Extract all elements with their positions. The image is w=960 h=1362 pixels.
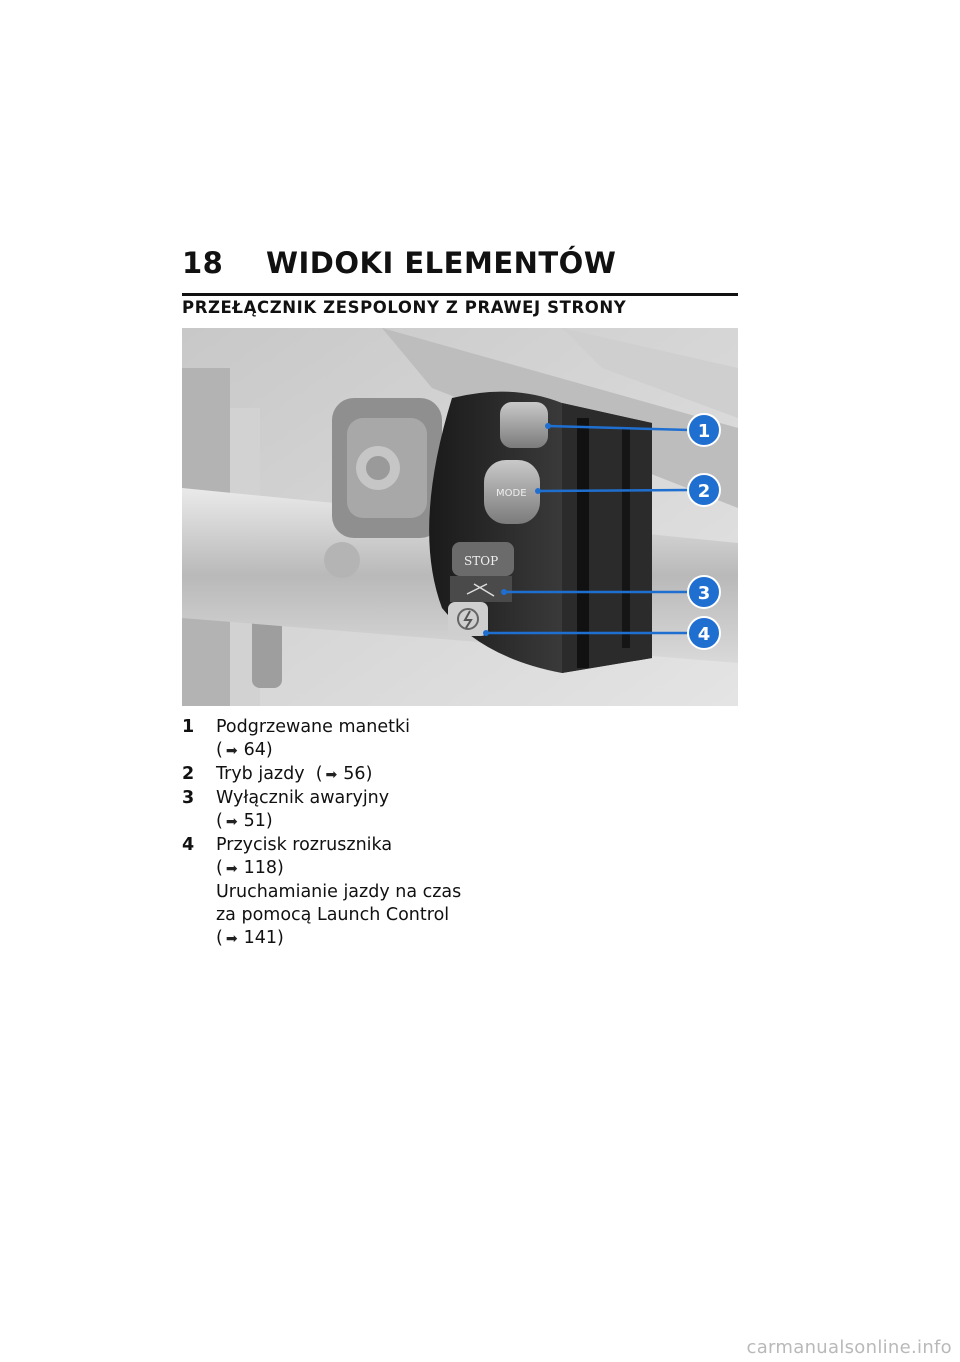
- legend-text: Tryb jazdy: [216, 764, 305, 784]
- watermark: carmanualsonline.info: [746, 1337, 952, 1358]
- switch-photo: [182, 328, 738, 706]
- arrow-right-icon: ➡: [225, 861, 238, 877]
- callout-2: [688, 474, 720, 506]
- legend-item: 4 Przycisk rozrusznika ( ➡ 118): [182, 834, 482, 881]
- legend-text: Podgrzewane manetki: [216, 717, 410, 737]
- page-reference[interactable]: ( ➡ 56): [316, 764, 373, 784]
- page-header: [182, 240, 738, 280]
- legend-text: Przycisk rozrusznika: [216, 835, 393, 855]
- arrow-right-icon: ➡: [225, 931, 238, 947]
- mode-button-label: MODE: [496, 488, 527, 499]
- section-title: PRZEŁĄCZNIK ZESPOLONY Z PRAWEJ STRONY: [182, 298, 627, 317]
- legend-text: Wyłącznik awaryjny: [216, 788, 390, 808]
- page-reference[interactable]: ( ➡ 51): [216, 811, 273, 831]
- page-number: 18: [182, 246, 224, 280]
- svg-text:2: 2: [697, 481, 711, 502]
- legend-extra-text: Uruchamianie jazdy na czas za pomocą Launch Control: [216, 882, 462, 925]
- legend-item: 2 Tryb jazdy ( ➡ 56): [182, 763, 482, 787]
- chapter-title: WIDOKI ELEMENTÓW: [266, 246, 617, 280]
- svg-text:3: 3: [697, 583, 711, 604]
- legend-extra: [182, 881, 482, 951]
- callout-3: [688, 576, 720, 608]
- arrow-right-icon: ➡: [225, 814, 238, 830]
- legend-item: 3 Wyłącznik awaryjny ( ➡ 51): [182, 787, 482, 834]
- arrow-right-icon: ➡: [225, 743, 238, 759]
- legend-item: 1 Podgrzewane manetki ( ➡ 64): [182, 716, 482, 763]
- callout-4: [688, 617, 720, 649]
- header-rule: [182, 293, 738, 296]
- page-reference[interactable]: ( ➡ 118): [216, 858, 284, 878]
- arrow-right-icon: ➡: [325, 767, 338, 783]
- page-reference[interactable]: ( ➡ 141): [216, 928, 284, 948]
- callout-1: [688, 414, 720, 446]
- stop-button-label: STOP: [464, 554, 499, 568]
- svg-text:1: 1: [697, 421, 711, 442]
- svg-text:4: 4: [697, 624, 711, 645]
- page-reference[interactable]: ( ➡ 64): [216, 740, 273, 760]
- legend-list: [182, 716, 482, 951]
